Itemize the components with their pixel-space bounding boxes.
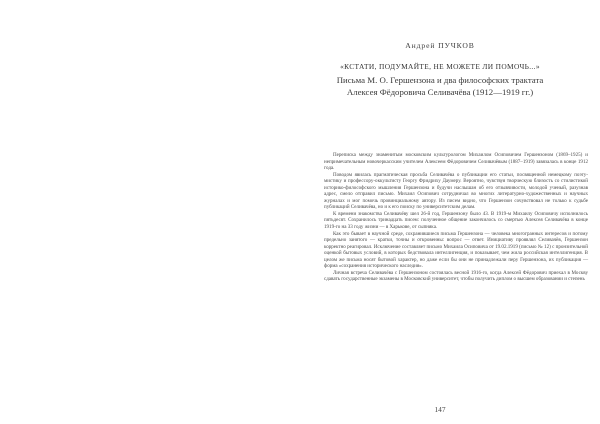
body-paragraph: Личная встреча Селивачёва с Гершензоном состоялась весной 1916-го, когда Алексей Фёдорович приехал в Москву сдавать государственные экзамены в Московский университет, чтобы получить диплом о высшем образовании и степень	[324, 269, 588, 283]
article-body	[324, 152, 588, 283]
body-paragraph: Поводом явилась прагматическая просьба Селивачёва о публикации его статьи, посвященной немецкому поэту-мистику и профессору-оккультисту Георгу Фридриху Даумеру. Вероятно, чувствуя творческую близость со стилистикой историко-философского мышления Гершензона и будучи наслышан об его отзывчивости, молодой ученый, разузнав адрес, смело отправил письмо. Михаил Осипович сотрудничал во многих литературно-художественных и научных журналах и мог помочь провинциальному автору. Из писем видно, что Гершензон сочувствовал не только к судьбе публикаций Селивачёва, но и к его поиску по университетским делам.	[324, 171, 588, 211]
subtitle-line: Письма М. О. Гершензона и два философских трактата	[336, 75, 544, 85]
page-number: 147	[434, 405, 446, 414]
article-title: «КСТАТИ, ПОДУМАЙТЕ, НЕ МОЖЕТЕ ЛИ ПОМОЧЬ...»	[340, 62, 540, 71]
subtitle-line: Алексея Фёдоровича Селивачёва (1912—1919 гг.)	[346, 87, 534, 97]
body-paragraph: Как это бывает в научной среде, сохранившиеся письма Гершензона — человека многогранных интересов и потому предельно занятого — кратки, точны и откровенны: вопрос — ответ. Инициативу проявлял Селивачёв, Гершензон корректно реагировал. Исключение составляет письмо Михаила Осиповича от 19.02.1919 (письмо № 12) с пронзительной оценкой бытовых условий, в которых бедствовала интеллигенция, и показывает, чем жила российская интеллигенция. В целом же письма носят бытовой характер, но даже если бы они не принадлежали перу Гершензона, их публикация — форма «сохранения исторического наследия».	[324, 230, 588, 270]
author-name: Андрей ПУЧКОВ	[405, 41, 475, 50]
body-paragraph: Переписка между знаменитым московским культурологом Михаилом Осиповичем Гершензоном (1869–1925) и непримечательным новочеркасским учителем Алексеем Фёдоровичем Селивачёвым (1887–1919) завязалась в конце 1912 года.	[324, 152, 588, 172]
body-paragraph: К времени знакомства Селивачёву шел 26-й год, Гершензону было 43. В 1919-м Михаилу Осиповичу исполнилось пятьдесят. Сохранилось тринадцать писем: полученное общение закончилось со смертью Алексея Селивачёва в конце 1919-го на 33 году жизни — в Харькове, от сыпняка.	[324, 210, 588, 231]
article-subtitle	[300, 74, 580, 98]
